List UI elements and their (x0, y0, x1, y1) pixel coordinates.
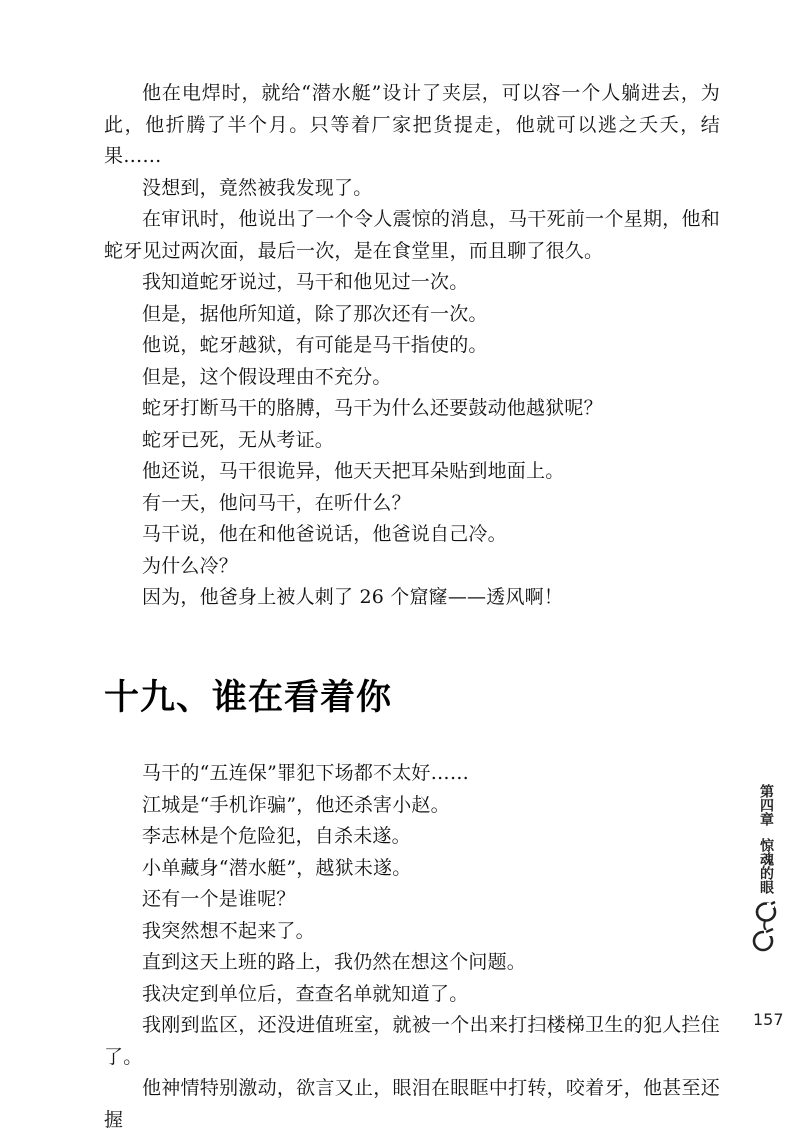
side-tab-title: 惊魂的眼 (758, 838, 774, 894)
paragraph: 有一天，他问马干，在听什么？ (142, 491, 411, 514)
section-heading: 十九、谁在看着你 (104, 678, 393, 718)
paragraph: 他在电焊时，就给“潜水艇”设计了夹层，可以容一个人躺进去，为此，他折腾了半个月。只等着厂家把货提走，他就可以逃之夭夭，结果…… (104, 82, 720, 167)
paragraph: 我刚到监区，还没进值班室，就被一个出来打扫楼梯卫生的犯人拦住了。 (104, 1014, 720, 1068)
paragraph: 我突然想不起来了。 (142, 919, 315, 942)
paragraph: 李志林是个危险犯，自杀未遂。 (142, 825, 411, 847)
paragraph: 蛇牙打断马干的胳膊，马干为什么还要鼓动他越狱呢？ (142, 397, 603, 419)
paragraph: 在审讯时，他说出了一个令人震惊的消息，马干死前一个星期，他和蛇牙见过两次面，最后一次，是在食堂里，而且聊了很久。 (104, 208, 720, 262)
paragraph: 马干说，他在和他爸说话，他爸说自己冷。 (142, 523, 507, 545)
paragraph: 蛇牙已死，无从考证。 (142, 428, 335, 451)
paragraph: 直到这天上班的路上，我仍然在想这个问题。 (142, 951, 527, 973)
paragraph: 马干的“五连保”罪犯下场都不太好…… (142, 762, 470, 784)
chapter-side-tab (748, 784, 784, 960)
handcuffs-icon (751, 900, 781, 960)
paragraph: 我知道蛇牙说过，马干和他见过一次。 (142, 271, 469, 293)
paragraph: 没想到，竟然被我发现了。 (142, 176, 373, 199)
paragraph: 因为，他爸身上被人刺了 26 个窟窿——透风啊！ (142, 586, 564, 608)
paragraph: 为什么冷？ (142, 554, 239, 577)
paragraph: 他说，蛇牙越狱，有可能是马干指使的。 (142, 334, 488, 356)
paragraph: 但是，据他所知道，除了那次还有一次。 (142, 302, 488, 325)
paragraph: 江城是“手机诈骗”，他还杀害小赵。 (142, 793, 450, 816)
page-number: 157 (753, 1010, 784, 1029)
paragraph: 小单藏身“潜水艇”，越狱未遂。 (142, 856, 412, 879)
top-text-block (104, 78, 720, 614)
paragraph: 我决定到单位后，查查名单就知道了。 (142, 982, 469, 1005)
bottom-text-block (104, 758, 720, 1136)
paragraph: 还有一个是谁呢？ (142, 888, 296, 910)
paragraph: 但是，这个假设理由不充分。 (142, 365, 392, 388)
side-tab-chapter: 第四章 (758, 784, 774, 826)
paragraph: 他还说，马干很诡异，他天天把耳朵贴到地面上。 (142, 460, 565, 482)
paragraph: 他神情特别激动，欲言又止，眼泪在眼眶中打转，咬着牙，他甚至还握 (104, 1077, 720, 1131)
